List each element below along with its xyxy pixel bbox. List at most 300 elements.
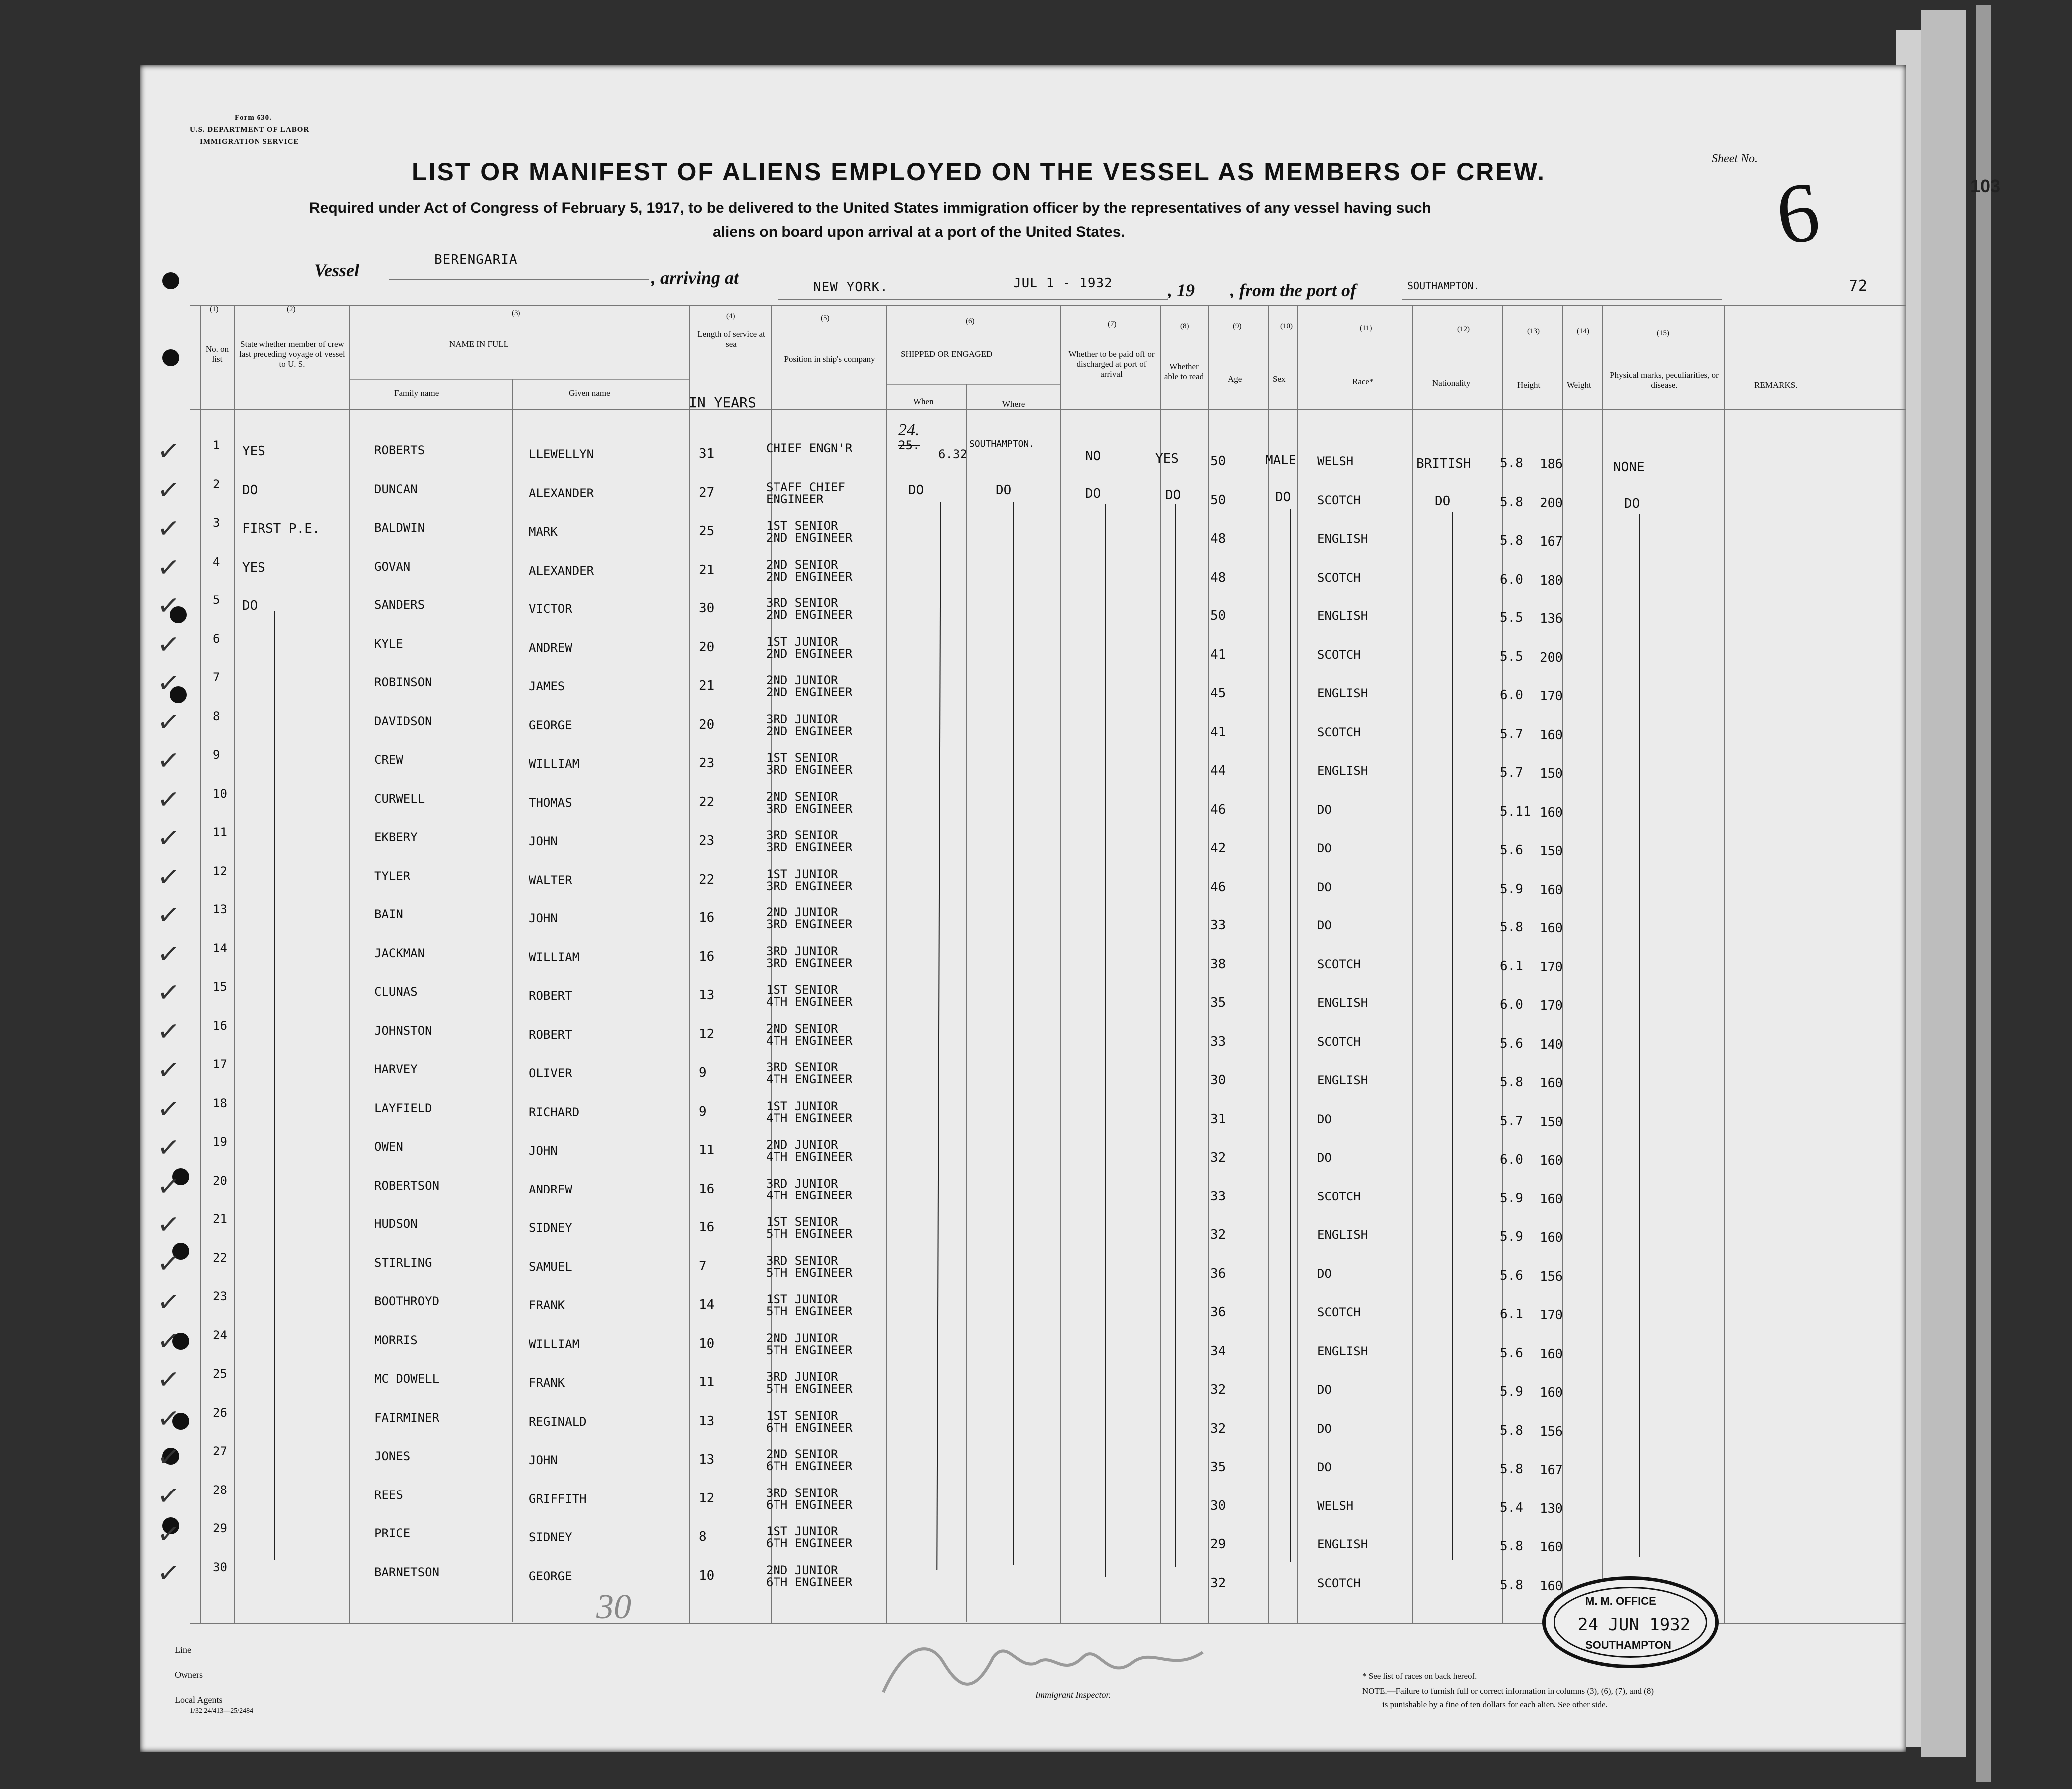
- cell-given-name: FRANK: [529, 1376, 565, 1390]
- cell-years: 16: [699, 949, 715, 964]
- ditto-line: [1452, 512, 1453, 1560]
- cell-family-name: MORRIS: [374, 1333, 418, 1347]
- cell-height: 5.8: [1500, 920, 1523, 935]
- cell-years: 21: [699, 562, 715, 578]
- col-rule: [966, 384, 967, 1622]
- cell-given-name: LLEWELLYN: [529, 447, 594, 461]
- cell-weight: 150: [1540, 766, 1563, 781]
- cell-number: 28: [213, 1483, 227, 1497]
- cell-position-1: 1ST SENIOR: [766, 751, 838, 765]
- when-date: 6.32: [938, 447, 967, 461]
- checkmark-icon: ✓: [155, 1169, 182, 1203]
- checkmark-icon: ✓: [155, 860, 182, 894]
- cell-years: 16: [699, 910, 715, 925]
- cell-height: 5.9: [1500, 1229, 1523, 1244]
- cell-age: 50: [1210, 608, 1226, 623]
- cell-position-1: 3RD SENIOR: [766, 596, 838, 610]
- ditto-line: [1175, 504, 1176, 1567]
- binder-hole: [162, 272, 179, 289]
- cell-race: SCOTCH: [1317, 570, 1361, 585]
- cell-age: 31: [1210, 1111, 1226, 1127]
- cell-years: 11: [699, 1375, 715, 1390]
- cell-race: SCOTCH: [1317, 1305, 1361, 1319]
- cell-weight: 160: [1540, 1346, 1563, 1362]
- cell-height: 5.7: [1500, 765, 1523, 780]
- cell-position-1: 3RD JUNIOR: [766, 1370, 838, 1384]
- cell-position-2: 4TH ENGINEER: [766, 1033, 853, 1048]
- cell-family-name: DAVIDSON: [374, 714, 432, 728]
- arriving-label: , arriving at: [651, 268, 739, 288]
- vessel-name: BERENGARIA: [434, 252, 518, 267]
- cell-age: 33: [1210, 1189, 1226, 1204]
- cell-family-name: DUNCAN: [374, 482, 418, 496]
- cell-weight: 140: [1540, 1037, 1563, 1052]
- cell-race: DO: [1317, 918, 1332, 932]
- footer-owners-label: Owners: [175, 1670, 203, 1680]
- ditto-line: [1013, 502, 1014, 1565]
- cell-race: SCOTCH: [1317, 493, 1361, 507]
- col-rule: [1160, 305, 1161, 1623]
- header-able-read: Whether able to read: [1164, 362, 1204, 381]
- nationality-value: BRITISH: [1416, 456, 1471, 471]
- cell-family-name: JACKMAN: [374, 946, 425, 960]
- cell-race: WELSH: [1317, 1498, 1354, 1513]
- cell-position-2: 3RD ENGINEER: [766, 879, 853, 893]
- cell-height: 5.8: [1500, 1577, 1523, 1593]
- cell-family-name: ROBERTS: [374, 443, 425, 457]
- cell-given-name: SIDNEY: [529, 1530, 572, 1544]
- cell-race: DO: [1317, 1112, 1332, 1126]
- cell-given-name: JAMES: [529, 679, 565, 693]
- cell-weight: 150: [1540, 844, 1563, 859]
- col-num: (2): [287, 305, 296, 313]
- checkmark-icon: ✓: [155, 1440, 182, 1474]
- header-race: Race*: [1352, 377, 1374, 386]
- cell-height: 5.9: [1500, 1384, 1523, 1399]
- checkmark-icon: ✓: [155, 1014, 182, 1048]
- cell-given-name: WILLIAM: [529, 757, 580, 771]
- cell-number: 8: [213, 709, 220, 723]
- cell-years: 25: [699, 524, 715, 539]
- cell-age: 41: [1210, 724, 1226, 740]
- cell-given-name: FRANK: [529, 1298, 565, 1312]
- cell-age: 50: [1210, 492, 1226, 508]
- when-struck: 25.: [898, 438, 920, 452]
- cell-family-name: REES: [374, 1488, 403, 1502]
- cell-age: 32: [1210, 1575, 1226, 1591]
- cell-age: 36: [1210, 1266, 1226, 1281]
- cell-years: 22: [699, 872, 715, 887]
- page-edge: [1976, 5, 1991, 1782]
- cell-race: ENGLISH: [1317, 996, 1368, 1010]
- subtitle-line-1: Required under Act of Congress of February 5, 1917, to be delivered to the United States immigration officer by the representatives of any vessel having such: [309, 200, 1431, 216]
- checkmark-icon: ✓: [155, 937, 182, 971]
- service: IMMIGRATION SERVICE: [200, 138, 299, 146]
- cell-height: 6.0: [1500, 1152, 1523, 1167]
- cell-years: 13: [699, 1413, 715, 1429]
- vessel-label: Vessel: [314, 260, 359, 280]
- cell-height: 5.6: [1500, 1268, 1523, 1283]
- cell-race: ENGLISH: [1317, 609, 1368, 623]
- checkmark-icon: ✓: [155, 666, 182, 700]
- col-rule: [234, 305, 235, 1623]
- year-label: , 19: [1168, 280, 1195, 300]
- cell-position-2: 6TH ENGINEER: [766, 1420, 853, 1435]
- cell-position-1: 2ND SENIOR: [766, 789, 838, 804]
- cell-family-name: BALDWIN: [374, 521, 425, 535]
- cell-position-1: 3RD JUNIOR: [766, 944, 838, 958]
- checkmark-icon: ✓: [155, 627, 182, 661]
- cell-age: 29: [1210, 1537, 1226, 1552]
- col-num: (8): [1180, 322, 1189, 330]
- where-port: SOUTHAMPTON.: [969, 439, 1035, 449]
- header-length-service: Length of service at sea: [697, 329, 765, 349]
- cell-family-name: SANDERS: [374, 598, 425, 612]
- col-num: (6): [966, 317, 975, 325]
- cell-position-1: 2ND JUNIOR: [766, 905, 838, 919]
- cell-height: 5.8: [1500, 494, 1523, 510]
- cell-height: 5.4: [1500, 1500, 1523, 1515]
- cell-family-name: BARNETSON: [374, 1565, 440, 1579]
- cell-weight: 160: [1540, 1578, 1563, 1594]
- cell-years: 11: [699, 1143, 715, 1158]
- cell-weight: 160: [1540, 1540, 1563, 1555]
- ditto-line: [274, 611, 275, 1560]
- cell-number: 14: [213, 941, 227, 955]
- cell-number: 18: [213, 1096, 227, 1110]
- cell-age: 30: [1210, 1498, 1226, 1513]
- cell-race: SCOTCH: [1317, 1034, 1361, 1049]
- cell-state: DO: [242, 598, 258, 613]
- cell-position-1: CHIEF ENGN'R: [766, 441, 853, 455]
- checkmark-icon: ✓: [155, 1053, 182, 1087]
- cell-position-1: 2ND SENIOR: [766, 1447, 838, 1461]
- cell-position-1: 3RD SENIOR: [766, 1060, 838, 1074]
- cell-weight: 170: [1540, 689, 1563, 704]
- cell-given-name: THOMAS: [529, 795, 572, 810]
- paid-off-value: NO: [1085, 449, 1101, 464]
- cell-position-2: 2ND ENGINEER: [766, 531, 853, 545]
- cell-given-name: GRIFFITH: [529, 1491, 587, 1506]
- cell-position-2: 5TH ENGINEER: [766, 1227, 853, 1241]
- checkmark-icon: ✓: [155, 782, 182, 816]
- col-rule: [1268, 305, 1269, 1623]
- cell-given-name: GEORGE: [529, 718, 572, 732]
- cell-position-2: 5TH ENGINEER: [766, 1382, 853, 1396]
- cell-race: DO: [1317, 802, 1332, 817]
- cell-number: 30: [213, 1560, 227, 1574]
- cell-age: 32: [1210, 1382, 1226, 1397]
- sheet-number: 6: [1770, 164, 1825, 263]
- cell-given-name: WILLIAM: [529, 950, 580, 964]
- header-height: Height: [1517, 380, 1541, 390]
- col-num: (12): [1457, 325, 1470, 333]
- cell-age: 48: [1210, 531, 1226, 546]
- cell-position-2: 2ND ENGINEER: [766, 724, 853, 738]
- cell-race: SCOTCH: [1317, 647, 1361, 662]
- underline: [389, 279, 649, 280]
- cell-years: 14: [699, 1297, 715, 1312]
- col-rule: [1602, 305, 1603, 1623]
- checkmark-icon: ✓: [155, 1556, 182, 1590]
- cell-number: 12: [213, 864, 227, 878]
- cell-given-name: RICHARD: [529, 1105, 580, 1119]
- header-age: Age: [1228, 374, 1242, 384]
- cell-race: ENGLISH: [1317, 686, 1368, 700]
- cell-state: YES: [242, 444, 265, 459]
- cell-position-1: 1ST SENIOR: [766, 519, 838, 533]
- col-rule: [1060, 305, 1061, 1623]
- ditto-mark: DO: [1085, 486, 1101, 501]
- cell-years: 20: [699, 717, 715, 732]
- cell-weight: 186: [1540, 457, 1563, 472]
- cell-family-name: ROBINSON: [374, 675, 432, 689]
- cell-family-name: EKBERY: [374, 830, 418, 844]
- cell-height: 5.7: [1500, 726, 1523, 742]
- cell-given-name: JOHN: [529, 1453, 558, 1467]
- checkmark-icon: ✓: [155, 975, 182, 1010]
- cell-family-name: KYLE: [374, 636, 403, 651]
- cell-weight: 160: [1540, 882, 1563, 897]
- cell-years: 30: [699, 601, 715, 616]
- cell-height: 5.8: [1500, 1539, 1523, 1554]
- cell-weight: 160: [1540, 805, 1563, 820]
- cell-family-name: JOHNSTON: [374, 1023, 432, 1038]
- col-rule: [1412, 305, 1413, 1623]
- cell-state: DO: [242, 482, 258, 498]
- cell-family-name: TYLER: [374, 869, 411, 883]
- cell-race: SCOTCH: [1317, 725, 1361, 739]
- cell-race: DO: [1317, 1151, 1332, 1165]
- cell-position-2: 4TH ENGINEER: [766, 1188, 853, 1202]
- cell-number: 1: [213, 438, 220, 452]
- cell-weight: 160: [1540, 727, 1563, 743]
- cell-position-2: 4TH ENGINEER: [766, 1072, 853, 1086]
- cell-number: 16: [213, 1018, 227, 1033]
- checkmark-icon: ✓: [155, 898, 182, 932]
- cell-years: 23: [699, 833, 715, 848]
- checkmark-icon: ✓: [155, 1362, 182, 1397]
- cell-number: 13: [213, 902, 227, 916]
- cell-age: 35: [1210, 1460, 1226, 1475]
- cell-height: 6.1: [1500, 958, 1523, 974]
- manifest-title: LIST OR MANIFEST OF ALIENS EMPLOYED ON THE VESSEL AS MEMBERS OF CREW.: [412, 158, 1546, 186]
- header-weight: Weight: [1567, 380, 1591, 390]
- cell-given-name: ALEXANDER: [529, 486, 594, 500]
- checkmark-icon: ✓: [155, 1517, 182, 1551]
- subtitle-line-2: aliens on board upon arrival at a port of the United States.: [713, 224, 1125, 240]
- cell-years: 27: [699, 485, 715, 500]
- in-years-note: IN YEARS: [689, 394, 756, 411]
- cell-number: 11: [213, 825, 227, 839]
- cell-number: 24: [213, 1328, 227, 1342]
- cell-weight: 160: [1540, 1076, 1563, 1091]
- inspector-label: Immigrant Inspector.: [1036, 1690, 1111, 1700]
- cell-years: 20: [699, 639, 715, 655]
- cell-height: 5.6: [1500, 1036, 1523, 1051]
- cell-position-1: 3RD SENIOR: [766, 828, 838, 842]
- cell-weight: 160: [1540, 1192, 1563, 1207]
- cell-years: 10: [699, 1568, 715, 1583]
- cell-position-2: 2ND ENGINEER: [766, 569, 853, 584]
- table-header-rule: [190, 409, 1906, 410]
- cell-position-1: 2ND JUNIOR: [766, 1331, 838, 1345]
- cell-family-name: STIRLING: [374, 1255, 432, 1270]
- cell-given-name: ROBERT: [529, 989, 572, 1003]
- cell-number: 6: [213, 631, 220, 646]
- checkmark-icon: ✓: [155, 1324, 182, 1358]
- cell-position-1: 3RD JUNIOR: [766, 1176, 838, 1191]
- cell-position-1: 2ND SENIOR: [766, 557, 838, 572]
- cell-position-2: 6TH ENGINEER: [766, 1459, 853, 1473]
- cell-family-name: CURWELL: [374, 791, 425, 806]
- physical-value: NONE: [1613, 460, 1645, 475]
- col-num: (11): [1360, 324, 1372, 332]
- cell-age: 36: [1210, 1305, 1226, 1320]
- cell-given-name: SAMUEL: [529, 1259, 572, 1274]
- cell-height: 5.8: [1500, 1423, 1523, 1438]
- cell-position-1: 3RD JUNIOR: [766, 712, 838, 726]
- cell-family-name: CLUNAS: [374, 985, 418, 999]
- cell-weight: 200: [1540, 650, 1563, 665]
- cell-weight: 160: [1540, 1385, 1563, 1400]
- cell-age: 30: [1210, 1073, 1226, 1088]
- shipped-subrule: [886, 384, 1060, 385]
- cell-position-1: 1ST JUNIOR: [766, 1292, 838, 1306]
- col-num: (5): [821, 314, 830, 322]
- cell-family-name: LAYFIELD: [374, 1101, 432, 1115]
- underline: [778, 299, 1168, 300]
- department: U.S. DEPARTMENT OF LABOR: [190, 126, 310, 134]
- when-handwritten: 24.: [898, 421, 920, 439]
- cell-race: ENGLISH: [1317, 1537, 1368, 1551]
- cell-weight: 170: [1540, 959, 1563, 975]
- cell-years: 9: [699, 1065, 707, 1080]
- cell-position-2: 6TH ENGINEER: [766, 1497, 853, 1512]
- col-num: (10): [1280, 322, 1293, 330]
- cell-height: 5.8: [1500, 456, 1523, 471]
- cell-given-name: ANDREW: [529, 640, 572, 655]
- cell-race: SCOTCH: [1317, 1576, 1361, 1590]
- cell-number: 4: [213, 554, 220, 569]
- header-nationality: Nationality: [1432, 378, 1471, 388]
- cell-weight: 160: [1540, 1230, 1563, 1245]
- header-remarks: REMARKS.: [1754, 380, 1798, 390]
- from-port: SOUTHAMPTON.: [1407, 280, 1480, 292]
- cell-years: 8: [699, 1529, 707, 1544]
- sex-value: MALE: [1265, 453, 1296, 468]
- name-subrule: [349, 379, 689, 380]
- checkmark-icon: ✓: [155, 1401, 182, 1435]
- from-label: , from the port of: [1230, 280, 1357, 300]
- cell-given-name: JOHN: [529, 1144, 558, 1158]
- cell-position-2: 3RD ENGINEER: [766, 956, 853, 970]
- cell-age: 32: [1210, 1421, 1226, 1436]
- header-where: Where: [1002, 399, 1025, 409]
- cell-number: 21: [213, 1212, 227, 1226]
- cell-given-name: SIDNEY: [529, 1221, 572, 1235]
- note-1: NOTE.—Failure to furnish full or correct information in columns (3), (6), (7), and (8): [1362, 1686, 1654, 1696]
- cell-position-1: 1ST JUNIOR: [766, 1524, 838, 1538]
- checkmark-icon: ✓: [155, 511, 182, 546]
- cell-race: DO: [1317, 1421, 1332, 1436]
- cell-position-2: 3RD ENGINEER: [766, 917, 853, 931]
- col-rule: [886, 305, 887, 1623]
- cell-age: 33: [1210, 1034, 1226, 1049]
- cell-age: 32: [1210, 1227, 1226, 1242]
- cell-number: 9: [213, 748, 220, 762]
- cell-height: 5.5: [1500, 610, 1523, 625]
- cell-number: 15: [213, 980, 227, 994]
- cell-position-1: 3RD SENIOR: [766, 1486, 838, 1500]
- cell-number: 5: [213, 593, 220, 607]
- ditto-mark: DO: [1624, 496, 1640, 511]
- cell-family-name: HARVEY: [374, 1062, 418, 1076]
- cell-position-2: 2ND ENGINEER: [766, 646, 853, 661]
- cell-number: 2: [213, 477, 220, 491]
- cell-position-1: 1ST SENIOR: [766, 1215, 838, 1229]
- ditto-mark: DO: [1165, 488, 1181, 503]
- cell-position-1: 2ND JUNIOR: [766, 673, 838, 687]
- col-rule: [1297, 305, 1298, 1623]
- cell-position-1: 2ND JUNIOR: [766, 1563, 838, 1577]
- side-number: 72: [1849, 277, 1868, 295]
- cell-position-2: 4TH ENGINEER: [766, 1111, 853, 1125]
- inspector-signature: [873, 1617, 1223, 1717]
- cell-race: DO: [1317, 880, 1332, 894]
- cell-weight: 200: [1540, 495, 1563, 511]
- header-no-on-list: No. on list: [205, 344, 229, 364]
- arriving-date: JUL 1 - 1932: [1013, 276, 1113, 291]
- cell-family-name: PRICE: [374, 1526, 411, 1540]
- cell-position-2: 4TH ENGINEER: [766, 1150, 853, 1164]
- cell-family-name: OWEN: [374, 1140, 403, 1154]
- cell-height: 5.8: [1500, 1075, 1523, 1090]
- col-rule: [349, 305, 350, 1623]
- cell-position-2: 2ND ENGINEER: [766, 685, 853, 699]
- col-num: (4): [726, 312, 735, 320]
- cell-height: 5.8: [1500, 1462, 1523, 1477]
- cell-height: 5.7: [1500, 1113, 1523, 1129]
- cell-number: 27: [213, 1444, 227, 1458]
- cell-race: DO: [1317, 1460, 1332, 1474]
- sheet-label: Sheet No.: [1712, 152, 1758, 165]
- cell-given-name: ROBERT: [529, 1027, 572, 1042]
- cell-weight: 156: [1540, 1424, 1563, 1439]
- cell-number: 19: [213, 1135, 227, 1149]
- cell-weight: 136: [1540, 611, 1563, 626]
- cell-number: 10: [213, 786, 227, 801]
- cell-age: 32: [1210, 1150, 1226, 1165]
- cell-number: 17: [213, 1057, 227, 1071]
- cell-years: 13: [699, 988, 715, 1003]
- cell-race: ENGLISH: [1317, 1073, 1368, 1087]
- cell-age: 41: [1210, 647, 1226, 662]
- cell-position-2: 5TH ENGINEER: [766, 1265, 853, 1280]
- cell-race: DO: [1317, 1383, 1332, 1397]
- header-when: When: [913, 397, 934, 406]
- cell-state: FIRST P.E.: [242, 521, 320, 536]
- cell-years: 10: [699, 1336, 715, 1351]
- cell-weight: 180: [1540, 573, 1563, 588]
- cell-weight: 156: [1540, 1269, 1563, 1284]
- cell-position-2: 6TH ENGINEER: [766, 1536, 853, 1550]
- cell-race: DO: [1317, 1266, 1332, 1281]
- cell-given-name: JOHN: [529, 911, 558, 925]
- cell-position-2: 4TH ENGINEER: [766, 995, 853, 1009]
- col-num: (1): [210, 305, 219, 313]
- header-sex: Sex: [1273, 374, 1286, 384]
